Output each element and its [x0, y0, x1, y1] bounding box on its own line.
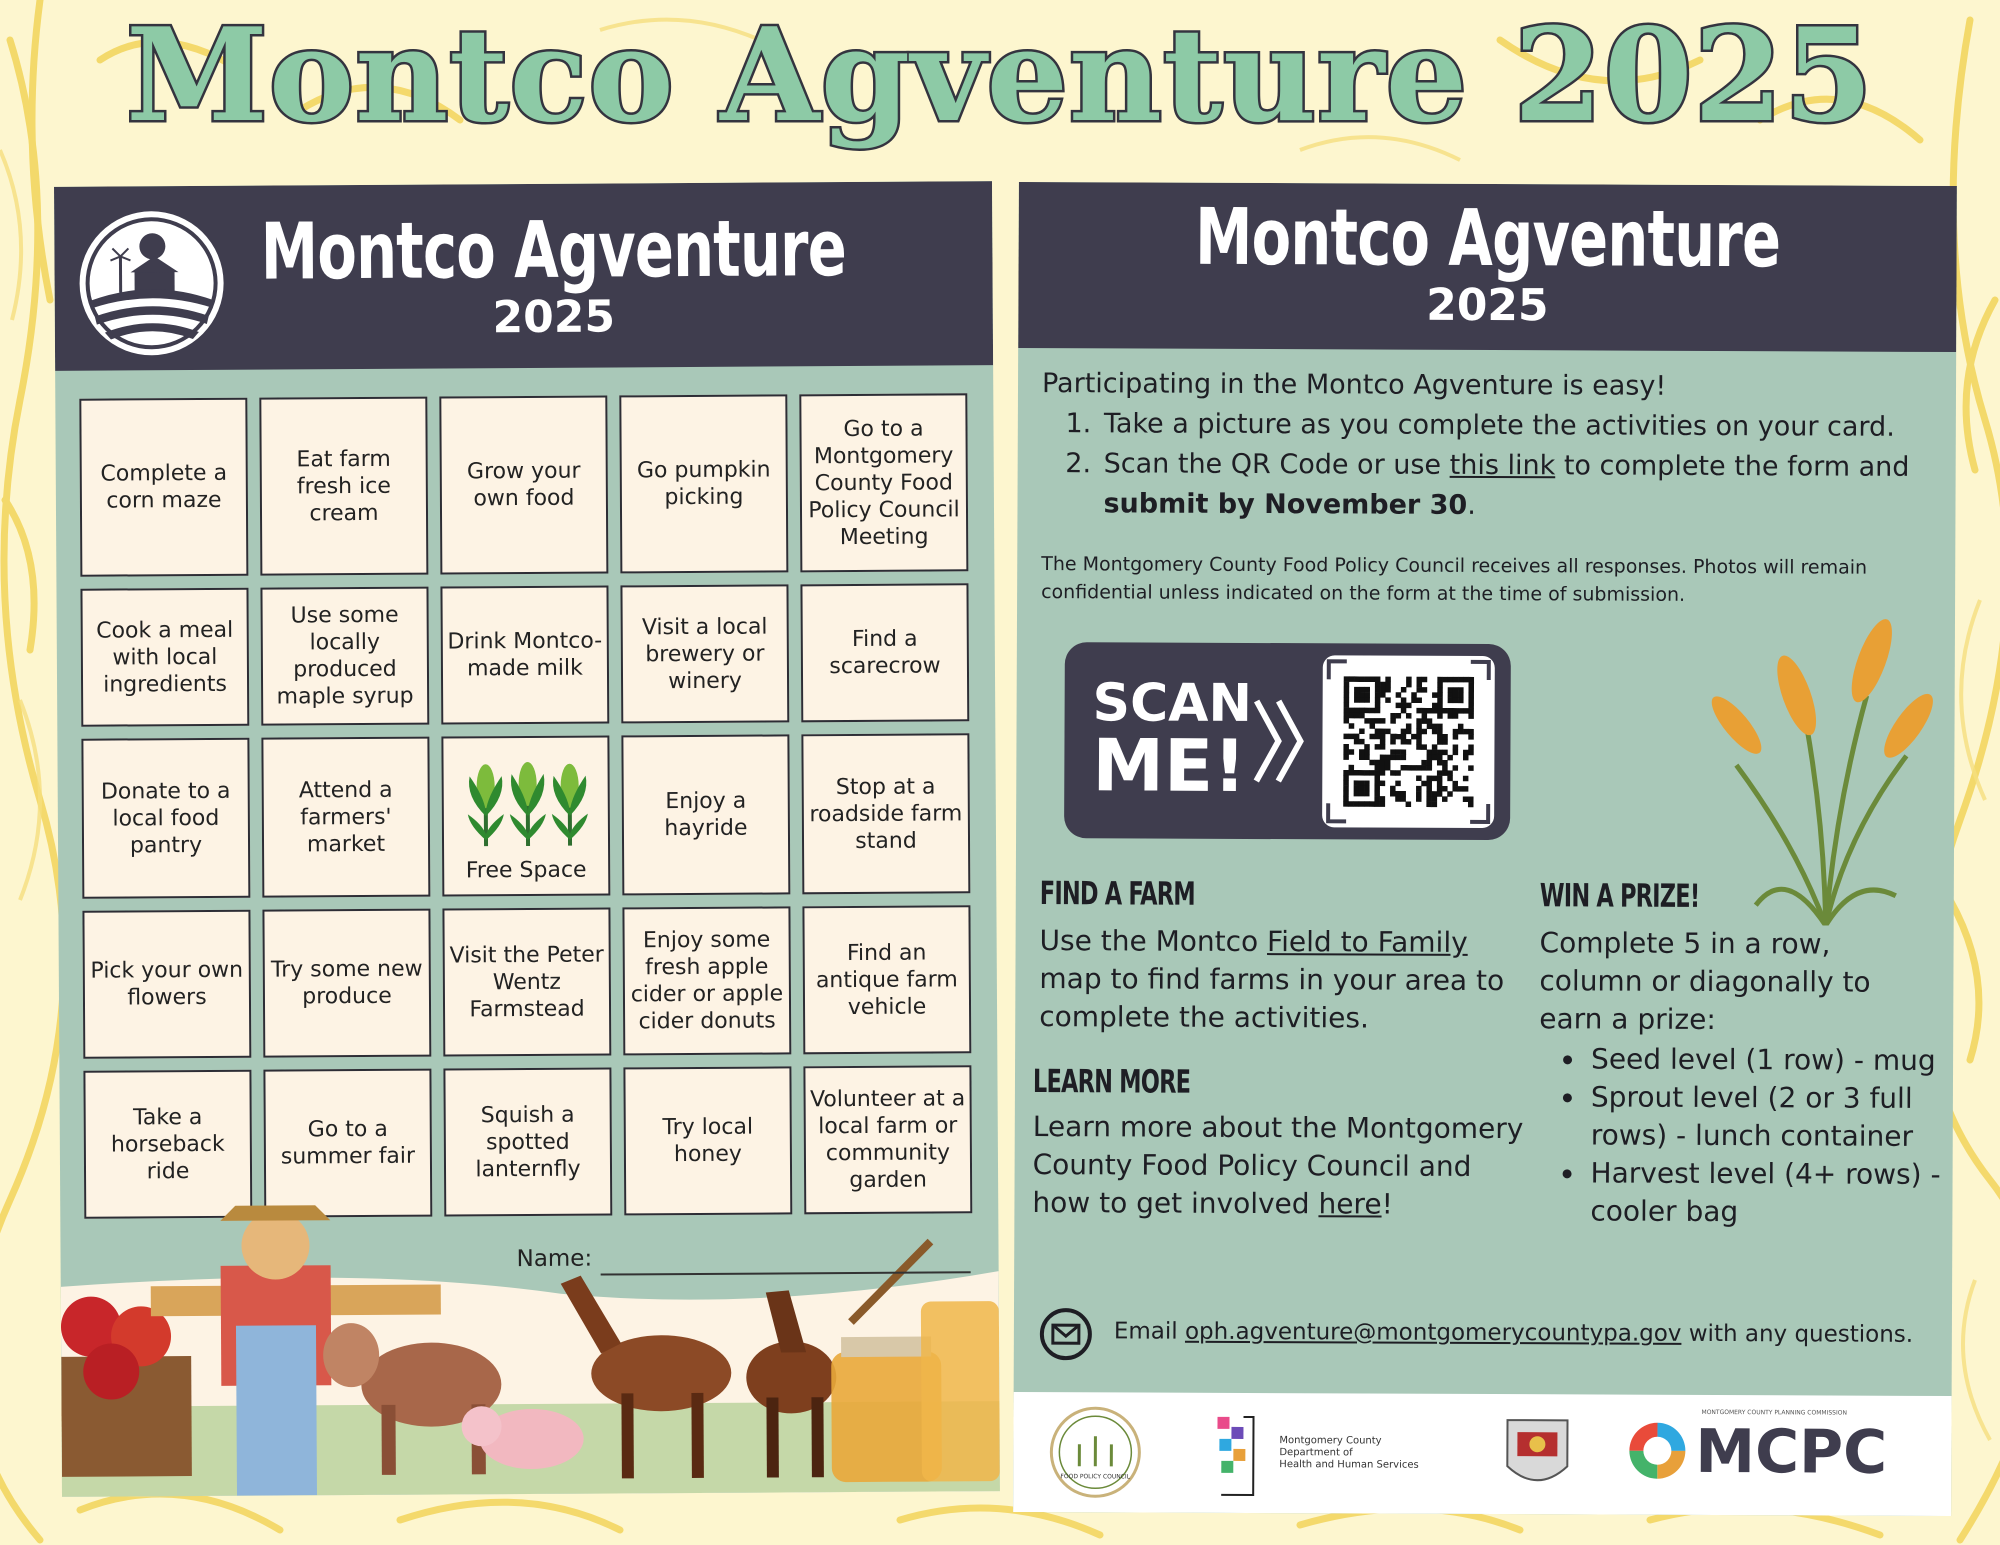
- page-title: Montco Agventure 2025: [126, 1, 1874, 151]
- bingo-cell[interactable]: Try local honey: [623, 1066, 792, 1215]
- bingo-cell[interactable]: Eat farm fresh ice cream: [259, 397, 428, 576]
- bingo-cell[interactable]: Donate to a local food pantry: [81, 738, 250, 899]
- step-1: 1. Take a picture as you complete the activities on your card.: [1100, 404, 1932, 448]
- bingo-cell[interactable]: Enjoy some fresh apple cider or apple cider donuts: [622, 906, 791, 1055]
- dhhs-logo-line: Health and Human Services: [1279, 1459, 1419, 1471]
- win-prize-text: Complete 5 in a row, column or diagonally to earn a prize:: [1539, 926, 1871, 1037]
- instructions-panel: [1013, 182, 1957, 1516]
- win-prize-heading: WIN A PRIZE!: [1539, 876, 1700, 915]
- learn-more-link[interactable]: here: [1318, 1187, 1382, 1221]
- prize-item: • Harvest level (4+ rows) - cooler bag: [1586, 1154, 1957, 1232]
- me-label: ME!: [1092, 723, 1247, 808]
- qr-code-icon: [1322, 655, 1495, 828]
- prize-item: • Seed level (1 row) - mug: [1587, 1040, 1957, 1080]
- step-2: 2. Scan the QR Code or use this link to complete the form and submit by November 30.: [1099, 444, 1931, 528]
- mcpc-logo-text: MCPC: [1695, 1416, 1888, 1488]
- bingo-cell[interactable]: Find a scarecrow: [800, 583, 969, 722]
- bingo-grid: [79, 393, 974, 1218]
- dhhs-logo-icon: [1211, 1409, 1255, 1497]
- bingo-card-header: [54, 181, 993, 371]
- bingo-cell[interactable]: Find an antique farm vehicle: [802, 905, 971, 1054]
- bingo-cell[interactable]: Take a horseback ride: [83, 1070, 252, 1219]
- bingo-card-year: 2025: [492, 291, 616, 344]
- county-seal-icon: [1497, 1410, 1577, 1496]
- bingo-cell[interactable]: Visit the Peter Wentz Farmstead: [442, 907, 611, 1056]
- name-label: Name:: [516, 1245, 593, 1273]
- corn-icon: [465, 756, 590, 847]
- instructions-body: [1041, 364, 1932, 528]
- instructions-header: [1018, 182, 1957, 352]
- prize-item: • Sprout level (2 or 3 full rows) - lunch container: [1587, 1078, 1957, 1156]
- bingo-cell[interactable]: Visit a local brewery or winery: [620, 584, 789, 723]
- instructions-title: Montco Agventure: [1194, 192, 1781, 286]
- form-link[interactable]: this link: [1449, 449, 1556, 482]
- bingo-cell[interactable]: Complete a corn maze: [79, 398, 248, 577]
- steps-list: [1041, 404, 1932, 528]
- dhhs-logo-line: Montgomery County: [1279, 1435, 1382, 1447]
- email-text: Email oph.agventure@montgomerycountypa.gov with any questions.: [1113, 1318, 1914, 1348]
- bingo-cell[interactable]: Try some new produce: [262, 909, 431, 1058]
- scan-label: SCAN: [1092, 673, 1253, 734]
- email-row: [1038, 1306, 1938, 1370]
- mcpc-small-text: MONTGOMERY COUNTY PLANNING COMMISSION: [1701, 1408, 1847, 1417]
- find-farm-heading: FIND A FARM: [1039, 874, 1195, 913]
- dhhs-logo-line: Department of: [1279, 1447, 1353, 1459]
- find-farm-text: Use the Montco Field to Family map to find farms in your area to complete the activities.: [1039, 924, 1505, 1035]
- field-to-family-link[interactable]: Field to Family: [1267, 925, 1468, 959]
- bingo-card: [54, 181, 1000, 1497]
- mcpc-logo-icon: [1625, 1419, 1689, 1483]
- food-policy-council-logo: [1049, 1406, 1141, 1498]
- svg-text:FOOD POLICY COUNCIL: FOOD POLICY COUNCIL: [1060, 1473, 1131, 1481]
- chevron-right-icon: [1250, 695, 1310, 787]
- bingo-cell[interactable]: Attend a farmers' market: [261, 737, 430, 898]
- bingo-cell[interactable]: Enjoy a hayride: [621, 734, 790, 895]
- bingo-cell[interactable]: Go pumpkin picking: [619, 394, 788, 573]
- free-space-label: Free Space: [465, 857, 587, 884]
- bingo-cell[interactable]: Drink Montco-made milk: [440, 585, 609, 724]
- bingo-card-title: Montco Agventure: [260, 204, 847, 298]
- intro-text: Participating in the Montco Agventure is easy!: [1041, 368, 1667, 402]
- bingo-cell[interactable]: Grow your own food: [439, 396, 608, 575]
- deadline: submit by November 30: [1103, 488, 1468, 521]
- sponsor-logos: [1013, 1392, 1952, 1516]
- bingo-cell[interactable]: Volunteer at a local farm or community garden: [803, 1065, 972, 1214]
- qr-code[interactable]: [1322, 655, 1495, 828]
- bingo-cell[interactable]: Stop at a roadside farm stand: [801, 733, 970, 894]
- bingo-cell[interactable]: Go to a summer fair: [263, 1069, 432, 1218]
- bingo-cell[interactable]: Pick your own flowers: [82, 910, 251, 1059]
- bingo-cell[interactable]: Use some locally produced maple syrup: [260, 587, 429, 726]
- free-space-cell[interactable]: [441, 735, 610, 896]
- bingo-cell[interactable]: Cook a meal with local ingredients: [80, 588, 249, 727]
- scan-me-box: [1064, 642, 1511, 840]
- email-link[interactable]: oph.agventure@montgomerycountypa.gov: [1184, 1318, 1682, 1347]
- wheat-icon: [1696, 605, 1937, 926]
- envelope-icon: [1038, 1306, 1094, 1362]
- bingo-cell[interactable]: Squish a spotted lanternfly: [443, 1067, 612, 1216]
- instructions-year: 2025: [1426, 279, 1549, 332]
- bingo-cell[interactable]: Go to a Montgomery County Food Policy Council Meeting: [799, 393, 968, 572]
- learn-more-heading: LEARN MORE: [1032, 1062, 1191, 1101]
- prize-list: [1538, 1040, 1957, 1232]
- learn-more-text: Learn more about the Montgomery County Food Policy Council and how to get involved here!: [1032, 1110, 1524, 1221]
- privacy-note: The Montgomery County Food Policy Council receives all responses. Photos will remain confidential unless indicated on the form at the time of submission.: [1041, 553, 1868, 606]
